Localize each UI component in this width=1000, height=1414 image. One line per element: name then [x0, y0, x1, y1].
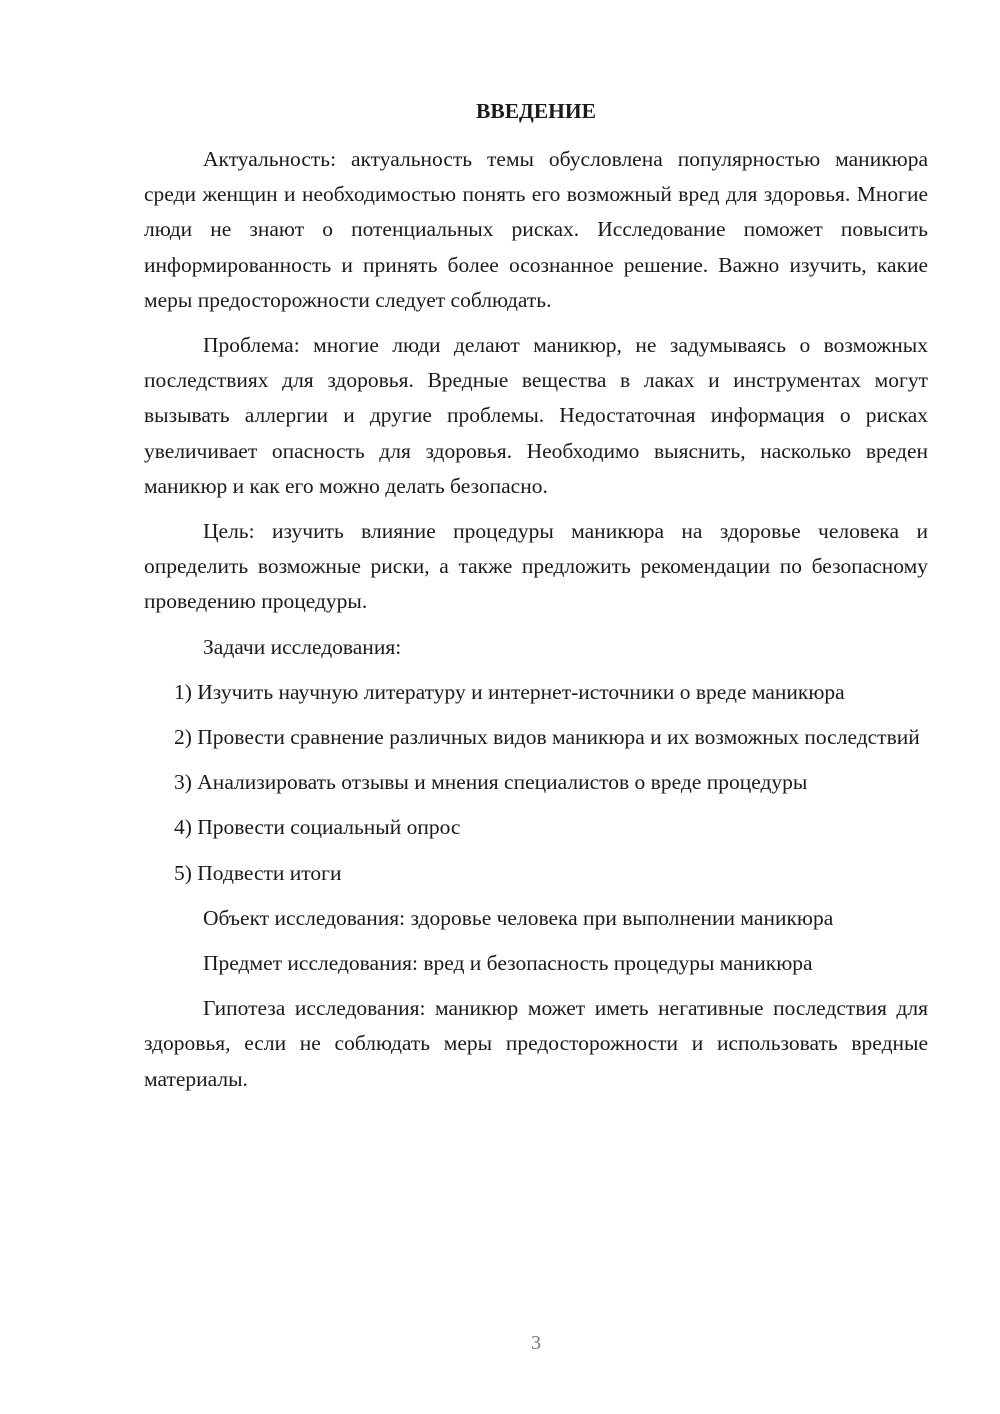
- paragraph-tasks-heading: Задачи исследования:: [203, 634, 402, 659]
- paragraph-relevance: Актуальность: актуальность темы обусловлена популярностью маникюра среди женщин и необходимостью понять его возможный вред для здоровья. Многие люди не знают о потенциальных рисках. Исследование поможет повысить информированность и принять более осознанное решение. Важно изучить, какие меры предосторожности следует соблюдать.: [144, 147, 928, 312]
- paragraph-subject: Предмет исследования: вред и безопасность процедуры маникюра: [203, 951, 813, 976]
- document-body: [144, 94, 928, 1097]
- section-title: ВВЕДЕНИЕ: [476, 99, 596, 123]
- paragraph-hypothesis: Гипотеза исследования: маникюр может иметь негативные последствия для здоровья, если не соблюдать меры предосторожности и использовать вредные материалы.: [144, 996, 928, 1091]
- paragraph-goal: Цель: изучить влияние процедуры маникюра на здоровье человека и определить возможные риски, а также предложить рекомендации по безопасному проведению процедуры.: [144, 519, 928, 614]
- task-item-5: 5) Подвести итоги: [174, 860, 342, 885]
- paragraph-object: Объект исследования: здоровье человека при выполнении маникюра: [203, 905, 834, 930]
- page-number: 3: [531, 1332, 541, 1354]
- paragraph-problem: Проблема: многие люди делают маникюр, не задумываясь о возможных последствиях для здоровья. Вредные вещества в лаках и инструментах могут вызывать аллергии и другие проблемы. Недостаточная информация о рисках увеличивает опасность для здоровья. Необходимо выяснить, насколько вреден маникюр и как его можно делать безопасно.: [144, 333, 928, 498]
- task-item-4: 4) Провести социальный опрос: [174, 815, 461, 840]
- task-item-1: 1) Изучить научную литературу и интернет-источники о вреде маникюра: [174, 679, 845, 704]
- task-item-3: 3) Анализировать отзывы и мнения специалистов о вреде процедуры: [174, 770, 808, 795]
- task-item-2: 2) Провести сравнение различных видов маникюра и их возможных последствий: [174, 725, 920, 750]
